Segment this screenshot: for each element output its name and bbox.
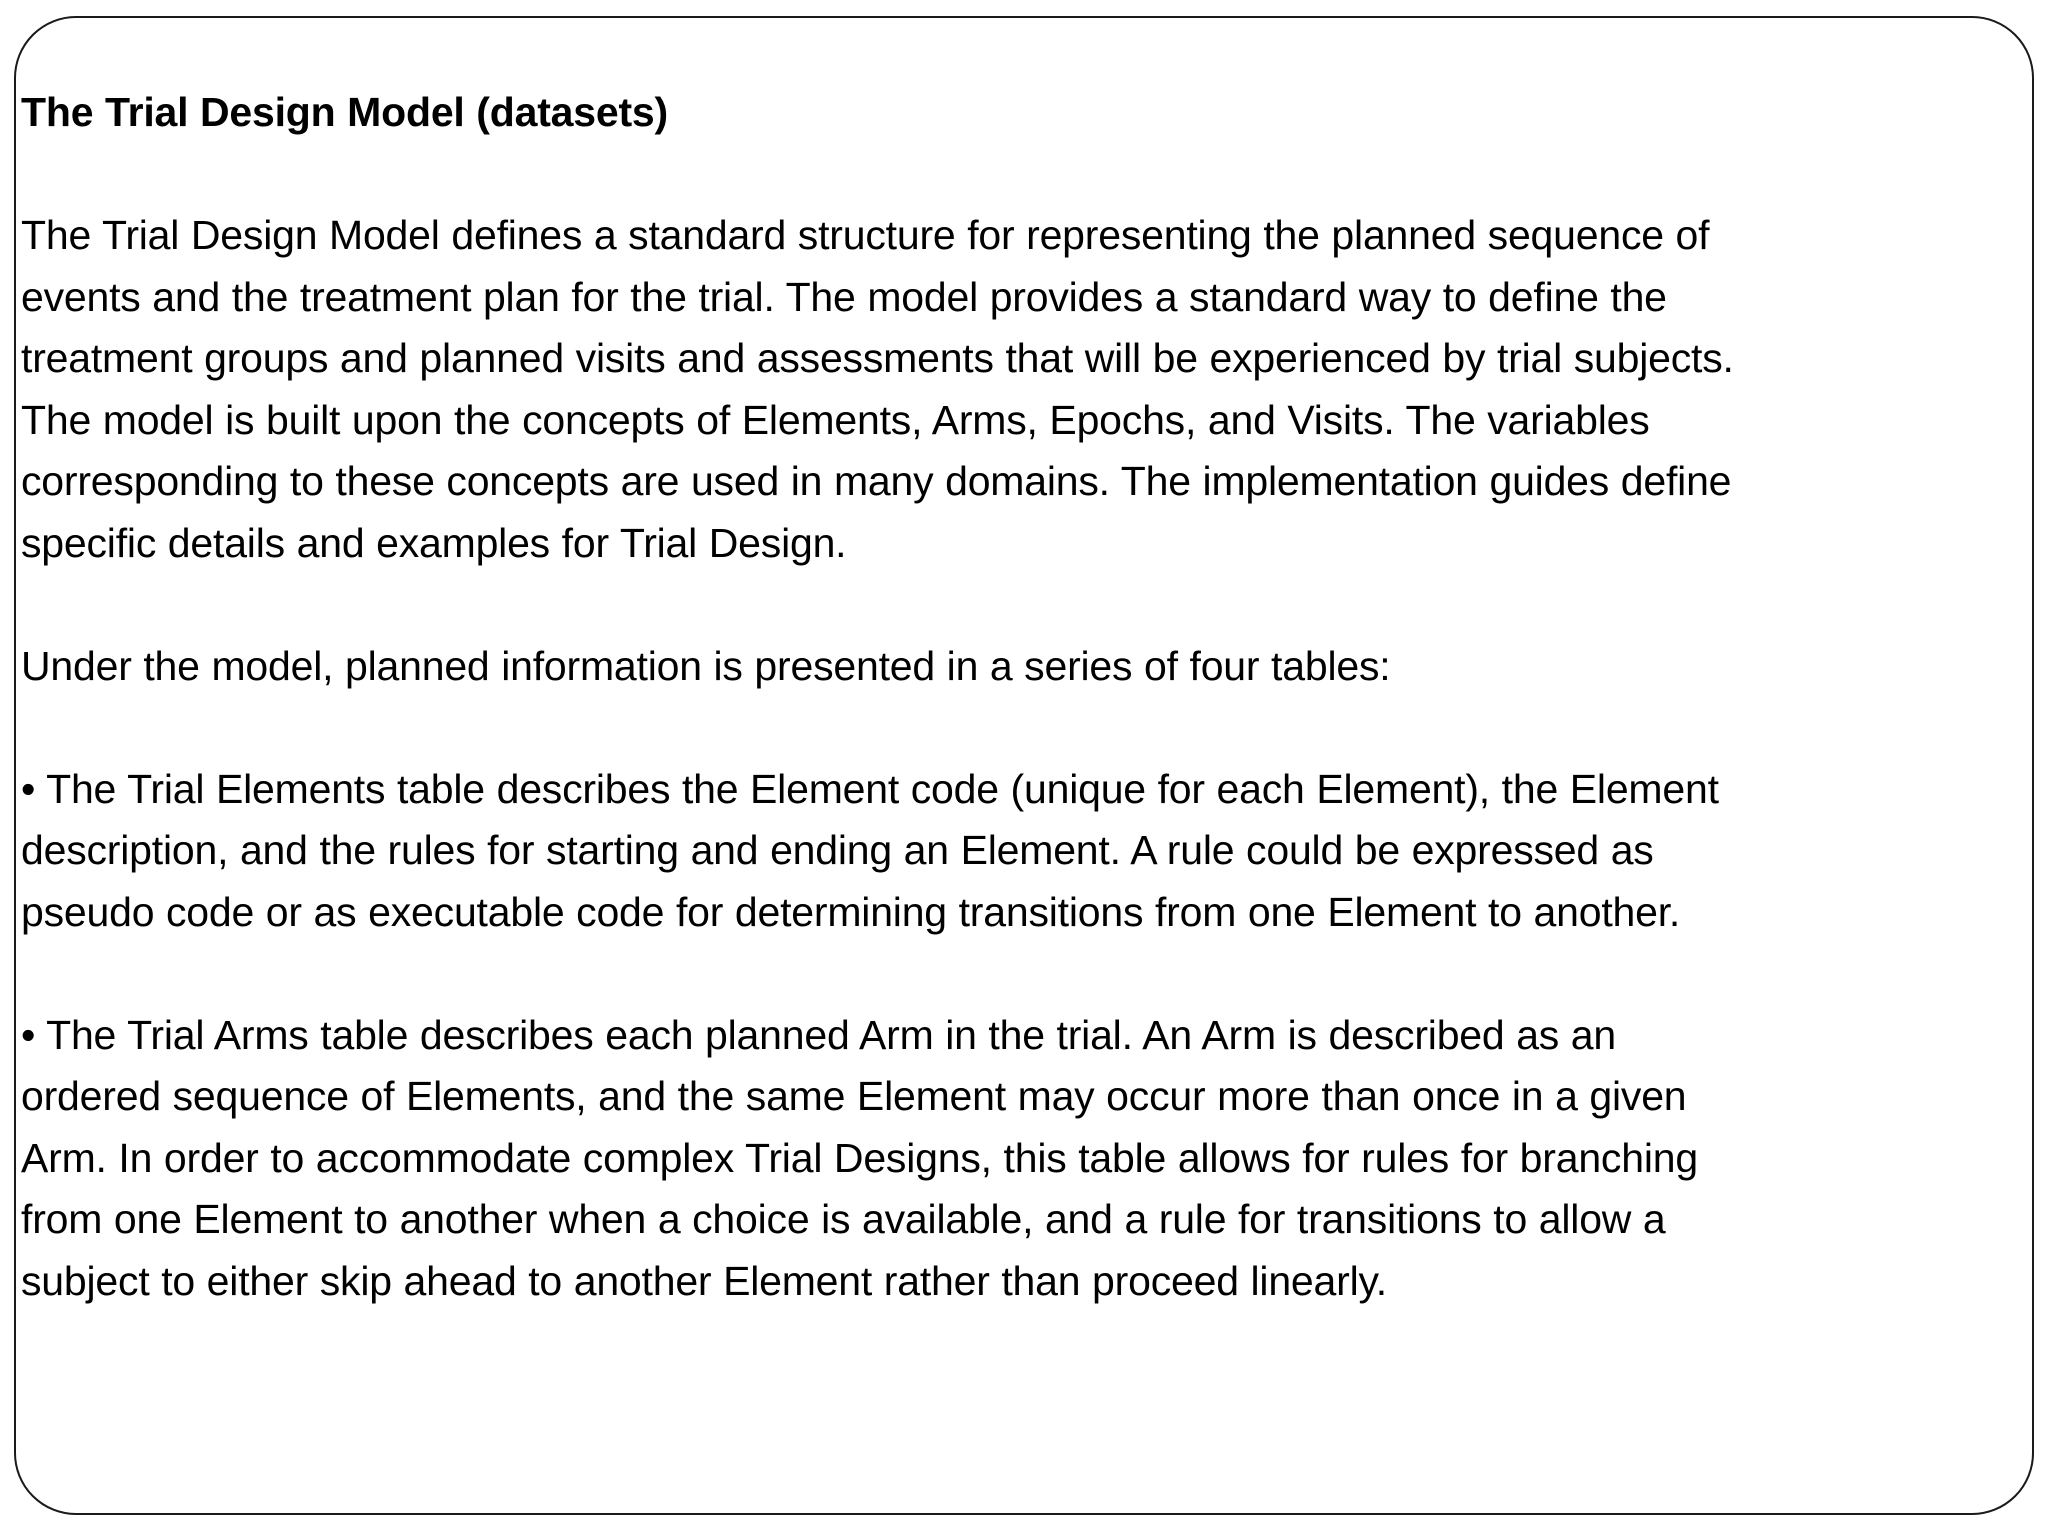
paragraph-tables-intro [21,636,2021,698]
paragraph-line: • The Trial Arms table describes each planned Arm in the trial. An Arm is described as an [21,1011,1616,1058]
slide-content [21,82,2021,1312]
paragraph-line: • The Trial Elements table describes the Element code (unique for each Element), the Element [21,765,1719,812]
paragraph-line: specific details and examples for Trial Design. [21,519,847,566]
paragraph-line: treatment groups and planned visits and assessments that will be experienced by trial subjects. [21,335,1734,381]
paragraph-line: Arm. In order to accommodate complex Trial Designs, this table allows for rules for branching [21,1134,1698,1181]
paragraph-line: from one Element to another when a choice is available, and a rule for transitions to allow a [21,1196,1666,1242]
paragraph-line: description, and the rules for starting and ending an Element. A rule could be expressed as [21,827,1654,873]
paragraph-line: ordered sequence of Elements, and the same Element may occur more than once in a given [21,1073,1687,1119]
paragraph-line: subject to either skip ahead to another Element rather than proceed linearly. [21,1257,1387,1304]
bullet-trial-elements [21,759,2021,944]
bullet-trial-arms [21,1005,2021,1313]
paragraph-line: events and the treatment plan for the trial. The model provides a standard way to define the [21,273,1667,320]
paragraph-line: The model is built upon the concepts of Elements, Arms, Epochs, and Visits. The variables [21,396,1650,443]
slide-title: The Trial Design Model (datasets) [21,89,668,135]
paragraph-line: Under the model, planned information is presented in a series of four tables: [21,642,1391,689]
paragraph-intro [21,205,2021,574]
paragraph-line: corresponding to these concepts are used in many domains. The implementation guides define [21,458,1732,504]
paragraph-line: pseudo code or as executable code for determining transitions from one Element to another. [21,888,1681,935]
paragraph-line: The Trial Design Model defines a standard structure for representing the planned sequence of [21,212,1710,258]
